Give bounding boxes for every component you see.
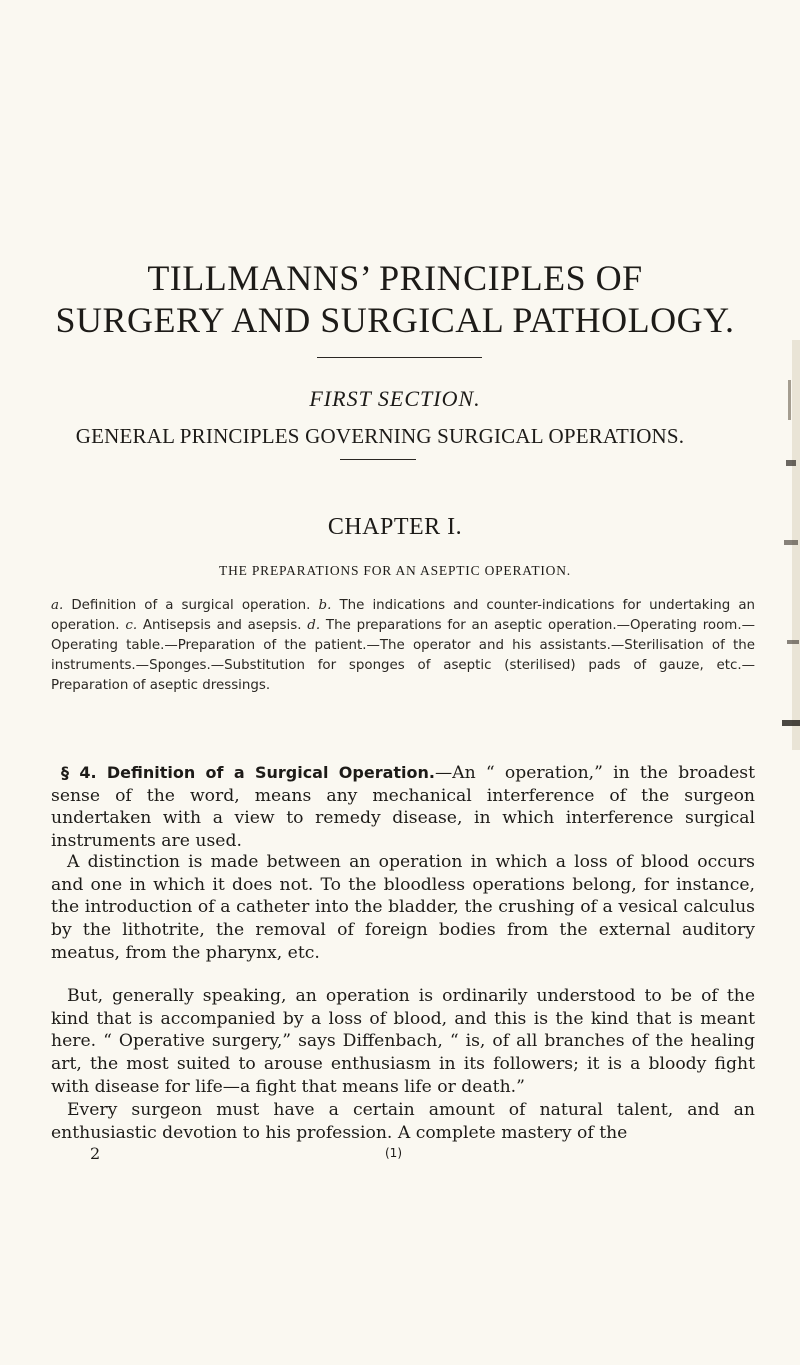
book-title-line-1: TILLMANNS’ PRINCIPLES OF (147, 258, 643, 298)
paragraph-operative-surgery: But, generally speaking, an operation is ordinarily understood to be of the kind that is accompanied by a loss of blood, and this is the kind that is meant here. “ Operative surgery,” says Diffenbach, “ is, of all branches of the healing art, the most suited to arouse enthusiasm in its followers; it is a bloody fight with disease for life—a fight that means life or death.” (51, 986, 755, 1097)
summary-marker-a: a. (51, 598, 64, 613)
binding-edge-shadow (772, 340, 800, 750)
summary-item-a: Definition of a surgical operation. (71, 598, 311, 613)
signature-mark: 2 (90, 1144, 101, 1163)
summary-marker-b: b. (318, 598, 332, 613)
paragraph-definition (51, 762, 755, 853)
summary-item-c: Antisepsis and asepsis. (142, 618, 302, 633)
section-divider (340, 459, 416, 460)
section-heading: GENERAL PRINCIPLES GOVERNING SURGICAL OPERATIONS. (75, 424, 685, 448)
summary-marker-d: d. (307, 618, 321, 633)
paragraph-heading: § 4. Definition of a Surgical Operation. (61, 763, 435, 782)
paragraph-distinction: A distinction is made between an operation in which a loss of blood occurs and one in which it does not. To the bloodless operations belong, for instance, the introduction of a catheter into the bladder, the crushing of a vesical calculus by the lithotrite, the removal of foreign bodies from the external auditory meatus, from the pharynx, etc. (51, 852, 755, 963)
chapter-title: CHAPTER I. (327, 514, 463, 540)
page-number: (1) (385, 1146, 402, 1160)
summary-marker-c: c. (125, 618, 138, 633)
summary-item-b: The indications and counter-indications for undertaking an operation. (51, 598, 756, 633)
section-label: FIRST SECTION. (309, 386, 481, 411)
book-title-line-2: SURGERY AND SURGICAL PATHOLOGY. (55, 300, 735, 340)
paragraph-definition-text: —An “ operation,” in the broadest sense of the word, means any mechanical interference of the surgeon undertaken with a view to remedy disease, in which interference surgical instruments are used. (51, 763, 755, 852)
summary-item-d: The preparations for an aseptic operation.—Operating room.—Operating table.—Preparation of the patient.—The operator and his assistants.—Sterilisation of the instruments.—Sponges.—Substitution for sponges of aseptic (sterilised) pads of gauze, etc.—Preparation of aseptic dressings. (51, 618, 755, 693)
chapter-subtitle: THE PREPARATIONS FOR AN ASEPTIC OPERATION. (219, 563, 571, 578)
paragraph-every-surgeon: Every surgeon must have a certain amount of natural talent, and an enthusiastic devotion to his profession. A complete mastery of the (51, 1100, 755, 1143)
chapter-summary (51, 596, 755, 696)
title-divider (317, 357, 482, 358)
